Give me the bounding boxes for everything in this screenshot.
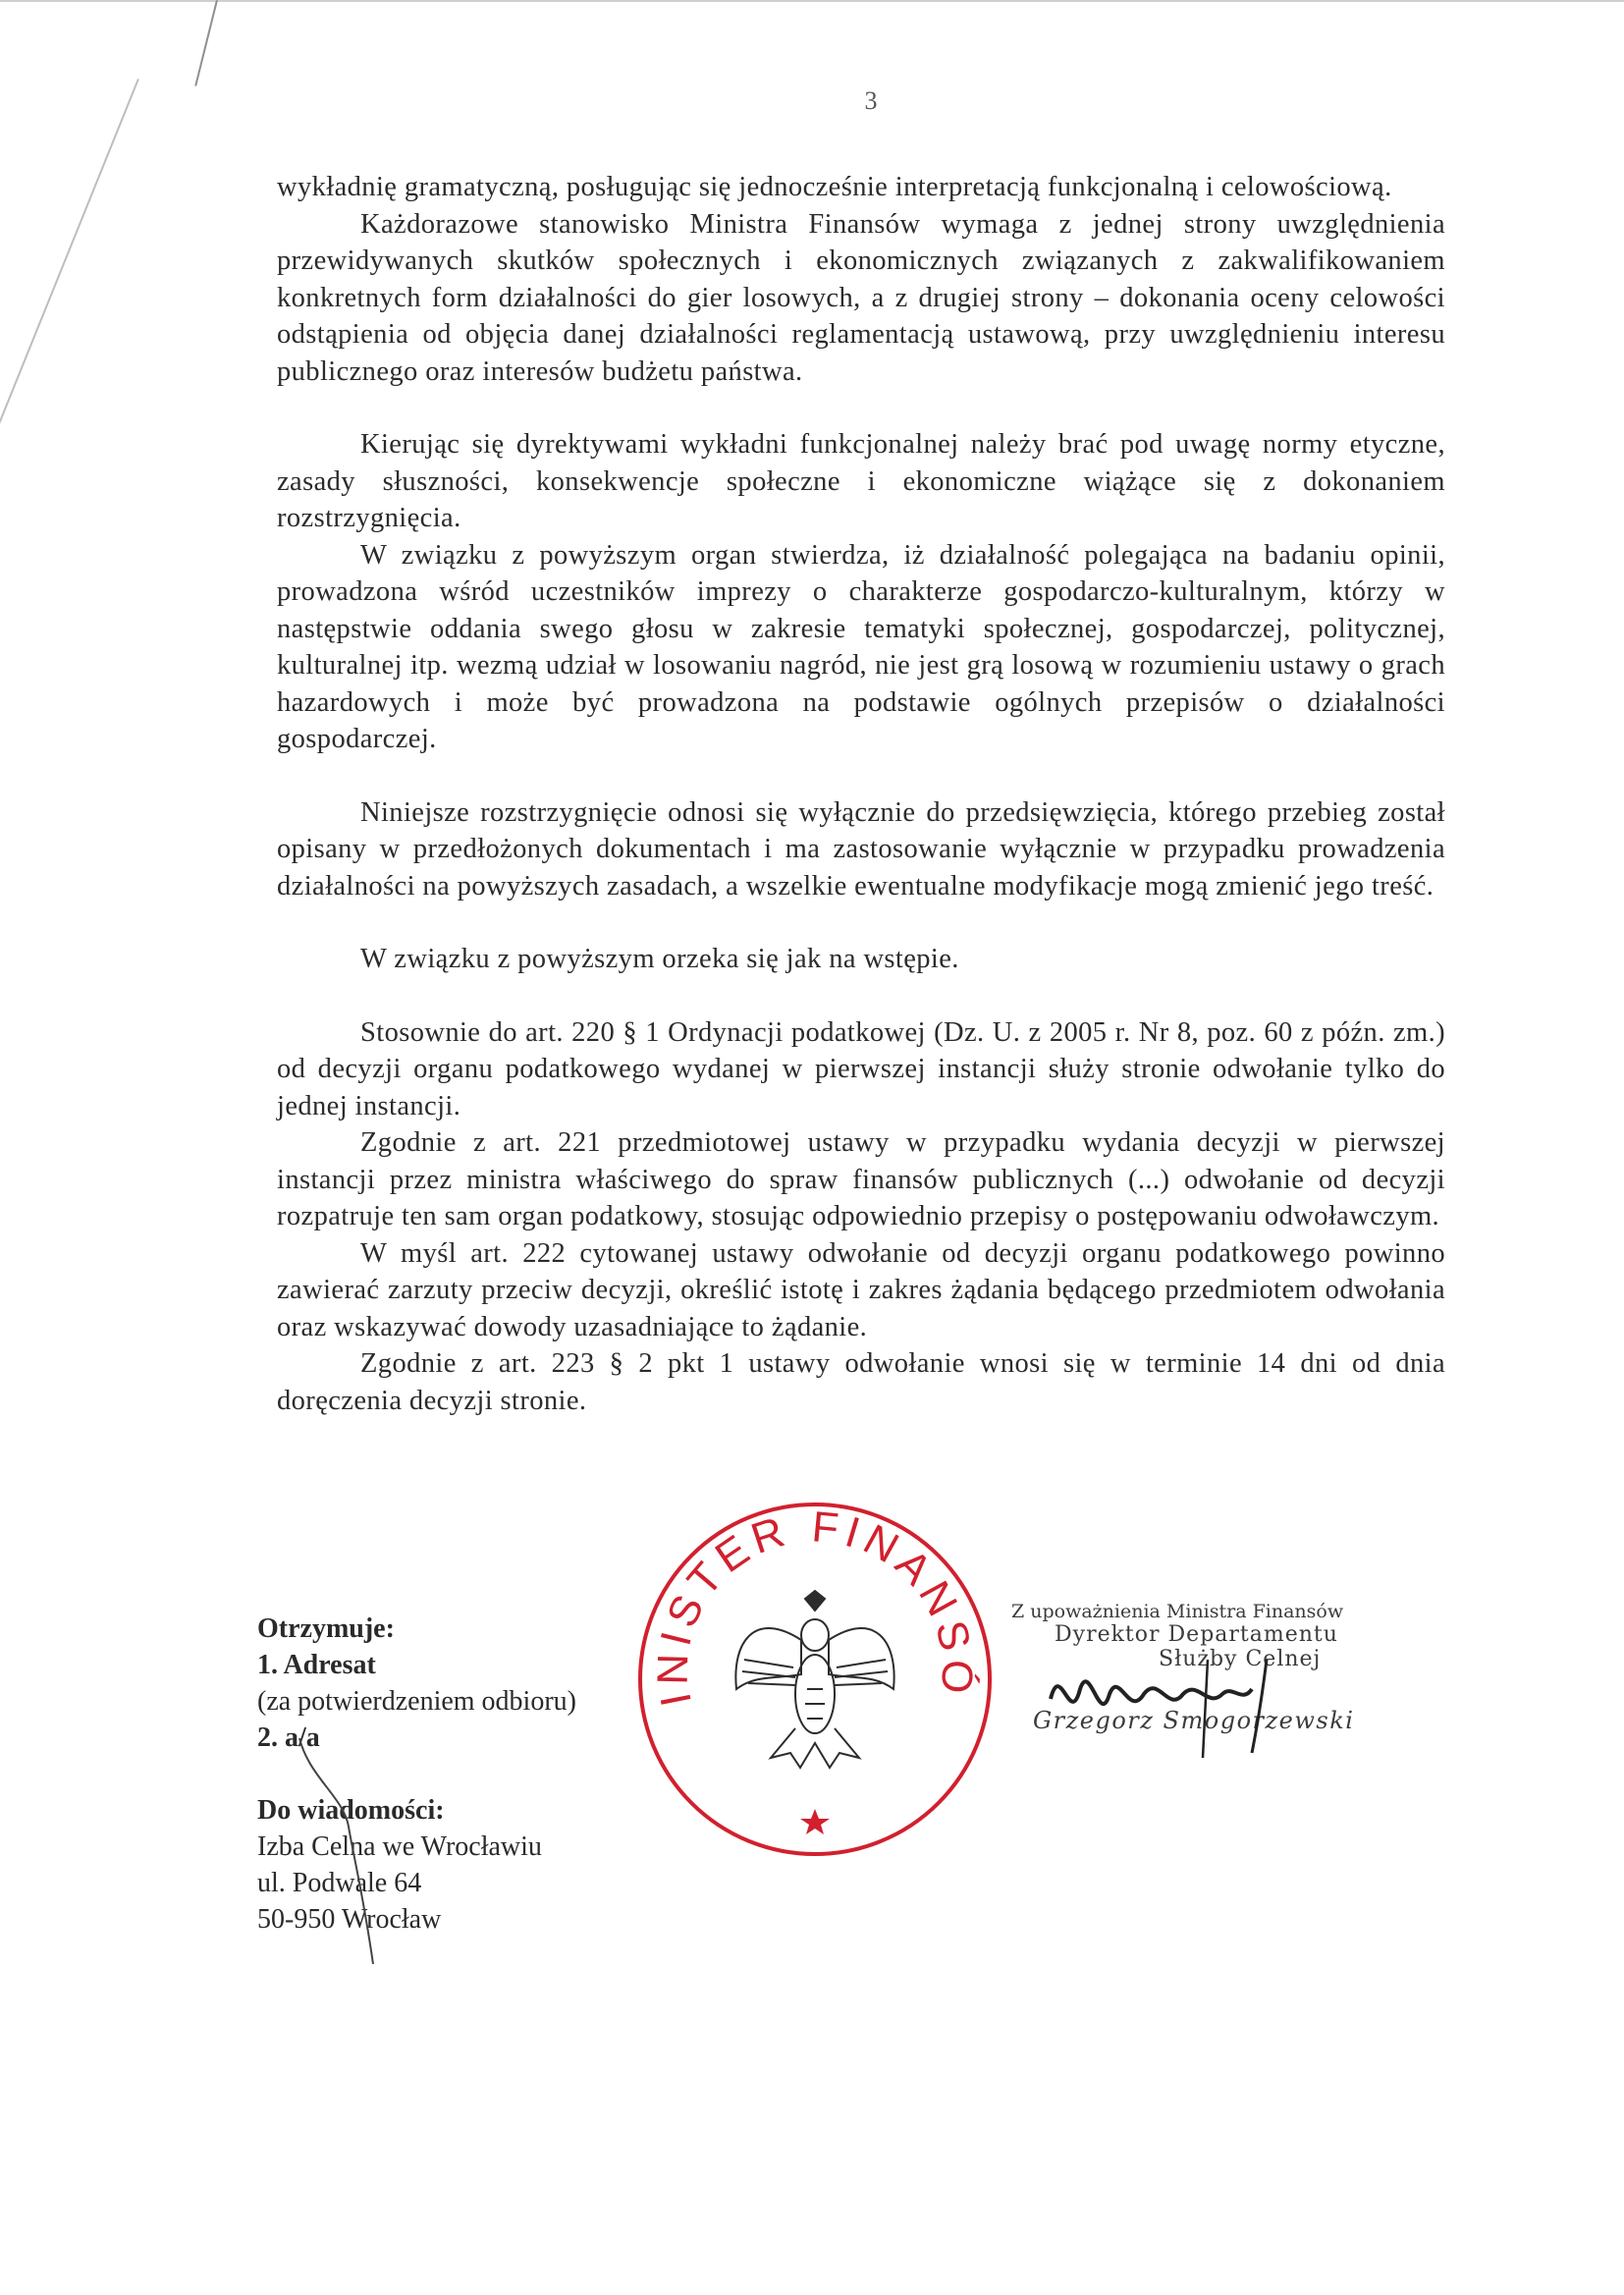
page-number: 3 [864,86,878,115]
paragraph: Każdorazowe stanowisko Ministra Finansów wymaga z jednej strony uwzględnienia przewidywanych skutków społecznych i ekonomicznych związanych z zakwalifikowaniem konkretnych form działalności do gier losowych, a z drugiej strony – dokonania oceny celowości odstąpienia od objęcia danej działalności reglamentacją ustawową, przy uwzględnieniu interesu publicznego oraz interesów budżetu państwa. [277,208,1445,387]
eagle-emblem-icon [735,1591,893,1768]
recipient-item: 2. a/a [257,1722,320,1753]
signature-department: Służby Celnej [1159,1647,1322,1671]
cc-line: 50-950 Wrocław [257,1904,442,1935]
scan-edge-line [0,0,1624,2]
stamp-text: INISTER FINANSÓ [648,1503,982,1711]
paragraph: Zgodnie z art. 223 § 2 pkt 1 ustawy odwołanie wnosi się w terminie 14 dni od dnia doręczenia decyzji stronie. [277,1348,1445,1416]
svg-text:MINISTER FINANSÓW [628,1493,982,1710]
handwritten-signature-icon [1021,1640,1316,1758]
scan-edge-line [194,0,218,86]
cc-line: Izba Celna we Wrocławiu [257,1831,542,1862]
paragraph: Niniejsze rozstrzygnięcie odnosi się wyłącznie do przedsięwzięcia, którego przebieg został opisany w przedłożonych dokumentach i ma zastosowanie wyłącznie w przypadku prowadzenia działalności na powyższych zasadach, a wszelkie ewentualne modyfikacje mogą zmienić jego treść. [277,796,1445,902]
paragraph: W związku z powyższym orzeka się jak na wstępie. [360,944,959,974]
paragraph: W związku z powyższym organ stwierdza, iż działalność polegająca na badaniu opinii, prowadzona wśród uczestników imprezy o charakterze gospodarczo-kulturalnym, którzy w następstwie oddania swego głosu w zakresie tematyki społecznej, gospodarczej, politycznej, kulturalnej itp. wezmą udział w losowaniu nagród, nie jest grą losową w rozumieniu ustawy o grach hazardowych i może być prowadzona na podstawie ogólnych przepisów o działalności gospodarczej. [277,539,1445,754]
recipient-note: (za potwierdzeniem odbioru) [257,1686,576,1717]
stamp-seal-icon [628,1493,1001,1866]
scan-edge-line [0,79,139,425]
official-stamp [628,1493,1001,1866]
paragraph: Stosownie do art. 220 § 1 Ordynacji podatkowej (Dz. U. z 2005 r. Nr 8, poz. 60 z późn. zm.) od decyzji organu podatkowego wydanej w pierwszej instancji służy stronie odwołanie tylko do jednej instancji. [277,1016,1445,1121]
paragraph: W myśl art. 222 cytowanej ustawy odwołanie od decyzji organu podatkowego powinno zawierać zarzuty przeciw decyzji, określić istotę i zakres żądania będącego przedmiotem odwołania oraz wskazywać dowody uzasadniające to żądanie. [277,1237,1445,1342]
signature-authorization: Z upoważnienia Ministra Finansów [1011,1601,1344,1622]
recipient-item: 1. Adresat [257,1650,376,1680]
cc-heading: Do wiadomości: [257,1795,445,1826]
paragraph: Kierując się dyrektywami wykładni funkcjonalnej należy brać pod uwagę normy etyczne, zasady słuszności, konsekwencje społeczne i ekonomiczne wiążące się z dokonaniem rozstrzygnięcia. [277,429,1445,533]
paragraph: wykładnię gramatyczną, posługując się jednocześnie interpretacją funkcjonalną i celowościową. [277,172,1392,202]
hand-marker-line [295,1738,412,1964]
cc-line: ul. Podwale 64 [257,1868,422,1898]
signature-name: Grzegorz Smogorzewski [1033,1707,1355,1734]
stamp-star-icon [800,1809,830,1834]
paragraph: Zgodnie z art. 221 przedmiotowej ustawy w przypadku wydania decyzji w pierwszej instancji przez ministra właściwego do spraw finansów publicznych (...) odwołanie od decyzji rozpatruje ten sam organ podatkowy, stosując odpowiednio przepisy o postępowaniu odwoławczym. [277,1127,1445,1231]
signature-title: Dyrektor Departamentu [1055,1622,1338,1647]
recipients-heading: Otrzymuje: [257,1613,395,1644]
document-body [277,169,1445,1419]
